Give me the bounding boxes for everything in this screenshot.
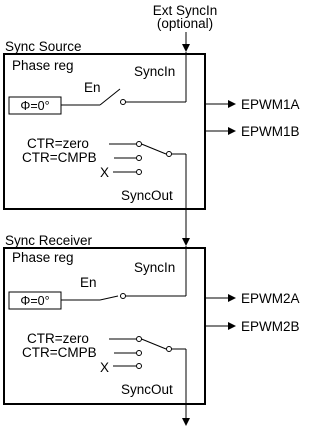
receiver-epwmb-label: EPWM2B [241, 319, 300, 334]
receiver-title: Sync Receiver [5, 233, 93, 248]
source-x-label: X [100, 165, 110, 180]
receiver-syncin-label: SyncIn [134, 260, 176, 275]
receiver-en-switch-blade [100, 296, 118, 300]
receiver-syncout-pivot [167, 347, 172, 352]
source-syncout-pivot [167, 152, 172, 157]
source-syncout-selector-blade [142, 144, 167, 154]
source-ctr-zero-contact [137, 142, 142, 147]
source-phase-reg-label: Phase reg [12, 58, 74, 73]
receiver-epwma-arrowhead [228, 294, 236, 302]
receiver-syncout-label: SyncOut [121, 382, 173, 397]
receiver-syncout-selector-blade [142, 339, 167, 349]
receiver-syncout-out-arrowhead [182, 418, 190, 426]
source-title: Sync Source [5, 39, 82, 54]
source-ctr-cmpb-contact [137, 156, 142, 161]
ext-syncin-optional-label: (optional) [156, 16, 214, 31]
receiver-x-label: X [100, 360, 110, 375]
source-epwmb-arrowhead [228, 127, 236, 135]
receiver-phase-reg-label: Phase reg [12, 250, 74, 265]
source-phase-value: Φ=0° [20, 99, 50, 113]
receiver-en-switch-contact [121, 294, 126, 299]
receiver-epwma-label: EPWM2A [241, 291, 300, 306]
ext-syncin-arrowhead [182, 44, 190, 52]
receiver-x-contact [137, 364, 142, 369]
receiver-ctr-zero-contact [137, 337, 142, 342]
source-ctr-zero-label: CTR=zero [27, 136, 89, 151]
receiver-ctr-cmpb-label: CTR=CMPB [22, 345, 97, 360]
source-en-switch-blade [100, 89, 120, 105]
source-epwma-label: EPWM1A [241, 97, 300, 112]
source-ctr-cmpb-label: CTR=CMPB [22, 150, 97, 165]
source-syncout-label: SyncOut [121, 188, 173, 203]
receiver-ctr-zero-label: CTR=zero [27, 331, 89, 346]
source-epwmb-label: EPWM1B [241, 124, 300, 139]
receiver-ctr-cmpb-contact [137, 351, 142, 356]
sync-chain-arrowhead [182, 238, 190, 246]
receiver-epwmb-arrowhead [228, 322, 236, 330]
source-epwma-arrowhead [228, 100, 236, 108]
ext-syncin-label: Ext SyncIn [152, 3, 218, 18]
source-x-contact [137, 170, 142, 175]
source-en-label: En [84, 80, 101, 95]
source-syncin-label: SyncIn [134, 64, 176, 79]
receiver-phase-value: Φ=0° [20, 294, 50, 308]
source-en-switch-contact [121, 100, 126, 105]
receiver-en-label: En [80, 275, 97, 290]
